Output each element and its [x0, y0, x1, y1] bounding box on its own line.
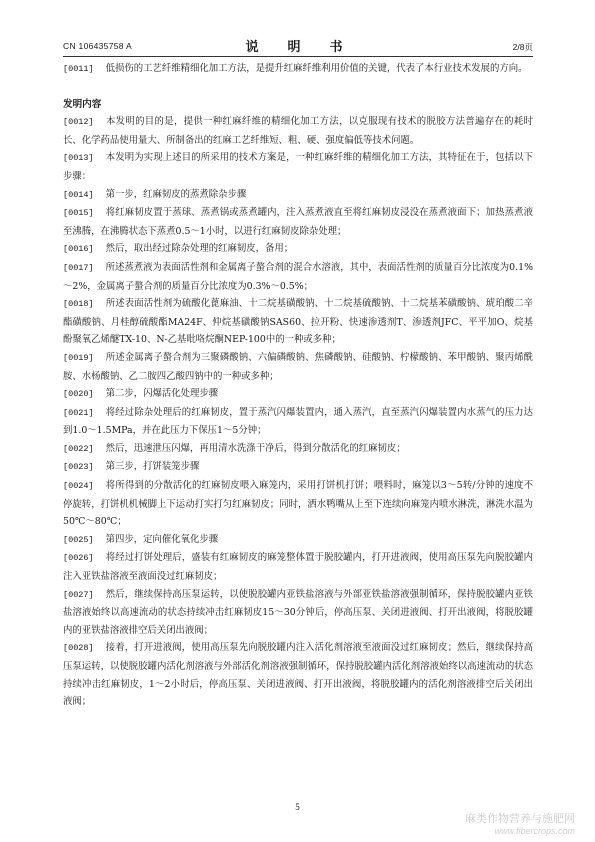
document-body — [63, 60, 533, 711]
paragraph — [63, 349, 533, 385]
paragraph — [63, 404, 533, 440]
paragraph-text: 然后，迅速泄压闪爆，再用清水洗涤干净后，得到分散活化的红麻韧皮； — [105, 442, 406, 454]
paragraph-number: [0015] — [63, 208, 94, 219]
paragraph-text: 第一步，红麻韧皮的蒸煮除杂步骤 — [105, 188, 247, 200]
paragraph — [63, 549, 533, 585]
paragraph — [63, 113, 533, 149]
paragraph — [63, 440, 533, 459]
document-title: 说 明 书 — [245, 40, 351, 55]
paragraph-number: [0012] — [63, 117, 94, 128]
paragraph — [63, 149, 533, 185]
section-heading: 发明内容 — [63, 98, 102, 110]
paragraph — [63, 385, 533, 404]
paragraph — [63, 60, 533, 79]
paragraph-text: 本发明为实现上述目的所采用的技术方案是，一种红麻纤维的精细化加工方法，其特征在于，包括以下步骤： — [63, 152, 533, 182]
paragraph-number: [0020] — [63, 389, 94, 400]
paragraph-number: [0014] — [63, 189, 94, 200]
paragraph — [63, 477, 533, 531]
paragraph — [63, 458, 533, 477]
paragraph-text: 所述金属离子螯合剂为三聚磷酸钠、六偏磷酸钠、焦磷酸钠、硅酸钠、柠檬酸钠、苯甲酸钠、聚丙烯酰胺、水杨酸钠、乙二胺四乙酸四钠中的一种或多种； — [63, 351, 533, 382]
paragraph-text: 低损伤的工艺纤维精细化加工方法，是提升红麻纤维利用价值的关键，代表了本行业技术发展的方向。 — [105, 63, 528, 74]
paragraph-text: 所述蒸煮液为表面活性剂和金属离子螯合剂的混合水溶液，其中，表面活性剂的质量百分比浓度为0.1%～2%，金属离子螯合剂的质量百分比浓度为0.3%～0.5%； — [63, 261, 533, 292]
paragraph-text: 接着，打开进液阀，使用高压泵先向脱胶罐内注入活化剂溶液至液面没过红麻韧皮；然后，继续保持高压泵运转，以使脱胶罐内活化剂溶液与外部活化剂溶液强制循环，保持脱胶罐内活化剂溶液始终以高速流动的状态持续冲击红麻韧皮，1～2小时后，停高压泵、关闭进液阀、打开出液阀，将脱胶罐内的活化剂溶液排空后关闭出液阀； — [63, 642, 533, 708]
paragraph-text: 第三步，打饼装笼步骤 — [105, 461, 200, 473]
paragraph-number: [0028] — [63, 643, 94, 654]
paragraph — [63, 639, 533, 710]
paragraph-number: [0017] — [63, 262, 94, 273]
paragraph — [63, 259, 533, 295]
paragraph-text: 将红麻韧皮置于蒸球、蒸煮锅或蒸煮罐内，注入蒸煮液直至将红麻韧皮浸没在蒸煮液面下；加热蒸煮液至沸腾，在沸腾状态下蒸煮0.5～1小时，以进行红麻韧皮除杂处理； — [63, 207, 533, 237]
paragraph-text: 所述表面活性剂为硫酸化蓖麻油、十二烷基磺酸钠、十二烷基硫酸钠、十二烷基苯磺酸钠、琥珀酸二辛酯磺酸钠、月桂醇硫酸酯MA24F、仲烷基磺酸钠SAS60、拉开粉、快速渗透剂T、渗透剂JFC、平平加O、烷基酚聚氧乙烯醚TX-10、N-乙基吡咯烷酮NEP-100中的一种或多种； — [63, 298, 533, 346]
paragraph-number: [0027] — [63, 589, 94, 600]
paragraph-text: 将经过除杂处理后的红麻韧皮，置于蒸汽闪爆装置内，通入蒸汽，直至蒸汽闪爆装置内水蒸气的压力达到1.0～1.5MPa，并在此压力下保压1～5分钟； — [63, 406, 533, 437]
paragraph — [63, 204, 533, 240]
paragraph-text: 第四步，定向催化氧化步骤 — [105, 533, 219, 545]
watermark — [465, 812, 575, 838]
page-indicator: 2/8页 — [512, 42, 533, 52]
patent-number: CN 106435758 A — [63, 41, 132, 51]
paragraph-text: 将所得到的分散活化的红麻韧皮喂入麻笼内，采用打饼机打饼；喂料时，麻笼以3～5转/分钟的速度不停旋转，打饼机机械脚上下运动打实打匀红麻韧皮；同时，洒水鸭嘴从上至下连续向麻笼内喷水淋洗，淋洗水温为50℃～80℃； — [63, 480, 533, 528]
paragraph-number: [0013] — [63, 153, 94, 164]
paragraph-number: [0018] — [63, 299, 94, 310]
paragraph-number: [0016] — [63, 244, 94, 255]
watermark-text: 麻类作物营养与施肥网 — [465, 812, 575, 825]
paragraph-text: 第二步，闪爆活化处理步骤 — [105, 388, 219, 400]
paragraph-number: [0026] — [63, 553, 94, 564]
paragraph-number: [0019] — [63, 352, 94, 363]
paragraph-number: [0024] — [63, 481, 94, 492]
paragraph-number: [0025] — [63, 534, 94, 545]
paragraph-number: [0023] — [63, 462, 94, 473]
paragraph — [63, 186, 533, 205]
paragraph — [63, 586, 533, 640]
paragraph-number: [0022] — [63, 443, 94, 454]
paragraph-text: 本发明的目的是，提供一种红麻纤维的精细化加工方法，以克服现有技术的脱胶方法普遍存在的耗时长、化学药品使用量大、所制备出的红麻工艺纤维短、粗、硬、强度偏低等技术问题。 — [63, 116, 533, 146]
paragraph-number: [0011] — [63, 64, 94, 74]
watermark-url: www.fibercrops.com — [494, 826, 575, 836]
page-header — [63, 36, 533, 57]
paragraph-text: 然后，继续保持高压泵运转，以使脱胶罐内亚铁盐溶液与外部亚铁盐溶液强制循环，保持脱胶罐内亚铁盐溶液始终以高速流动的状态持续冲击红麻韧皮15～30分钟后，停高压泵、关闭进液阀、打开出液阀，将脱胶罐内的亚铁盐溶液排空后关闭出液阀； — [63, 588, 533, 636]
paragraph — [63, 531, 533, 550]
paragraph-number: [0021] — [63, 407, 94, 418]
paragraph-text: 将经过打饼处理后，盛装有红麻韧皮的麻笼整体置于脱胶罐内，打开进液阀，使用高压泵先向脱胶罐内注入亚铁盐溶液至液面没过红麻韧皮； — [63, 552, 533, 583]
paragraph-text: 然后，取出经过除杂处理的红麻韧皮，备用； — [105, 243, 294, 255]
paragraph — [63, 240, 533, 259]
paragraph — [63, 295, 533, 349]
page-number: 5 — [295, 802, 300, 812]
